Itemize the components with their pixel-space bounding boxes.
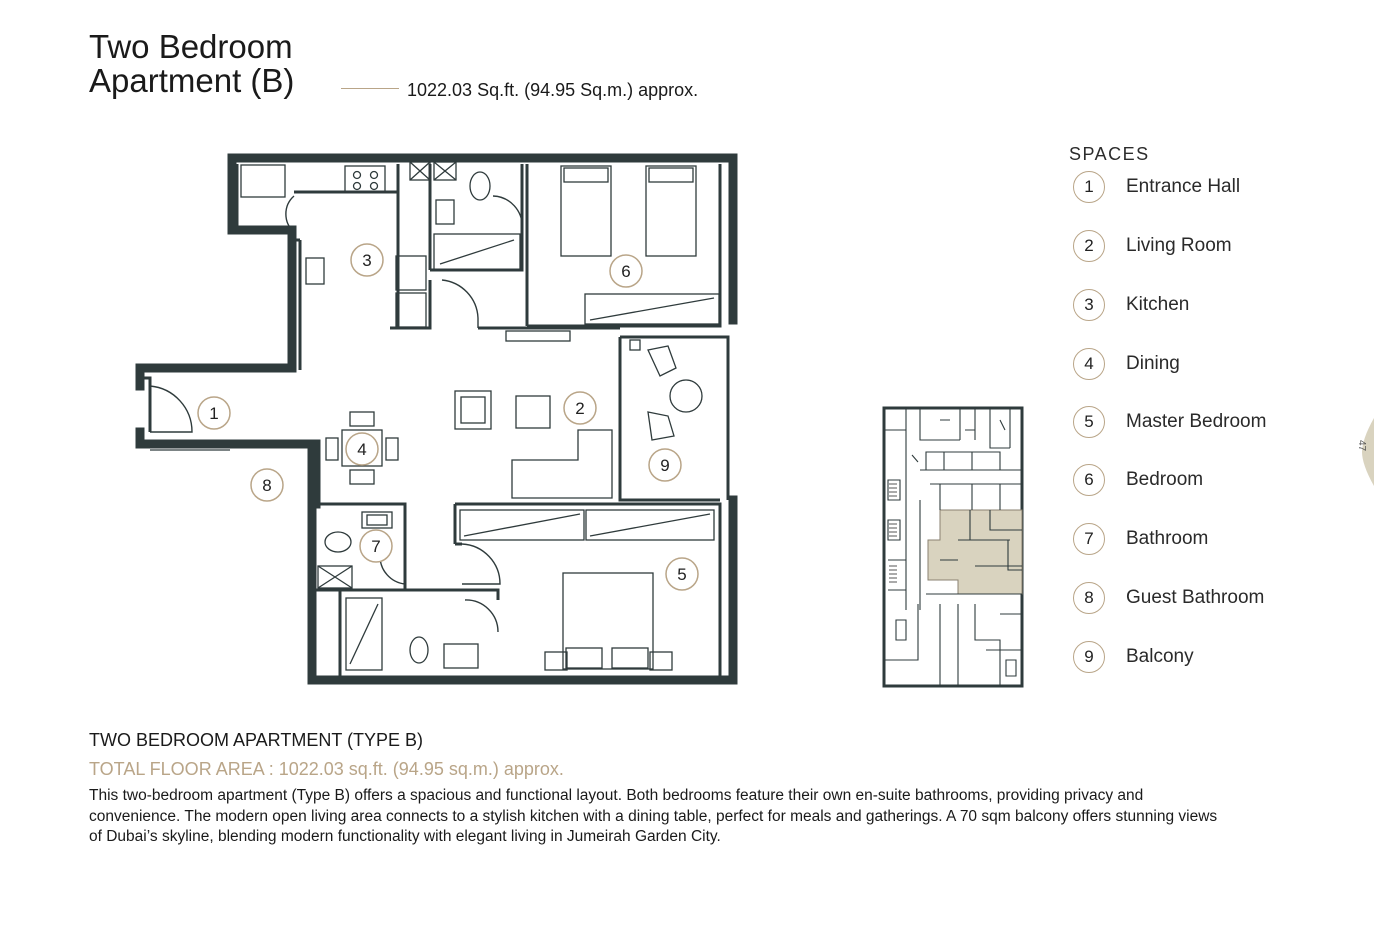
space-label: Bedroom bbox=[1126, 469, 1204, 490]
title-line-1: Two Bedroom bbox=[89, 28, 293, 65]
total-floor-area: TOTAL FLOOR AREA : 1022.03 sq.ft. (94.95 sq.m.) approx. bbox=[89, 759, 564, 779]
space-label: Balcony bbox=[1126, 646, 1194, 667]
apartment-type-heading: TWO BEDROOM APARTMENT (TYPE B) bbox=[89, 730, 424, 750]
space-item-master-bedroom bbox=[1073, 404, 1266, 440]
space-label: Kitchen bbox=[1126, 294, 1190, 315]
space-item-kitchen bbox=[1073, 287, 1189, 323]
page-number: 47 bbox=[1356, 439, 1368, 452]
svg-text:1: 1 bbox=[209, 404, 219, 423]
space-item-guest-bathroom bbox=[1073, 580, 1264, 616]
area-summary: 1022.03 Sq.ft. (94.95 Sq.m.) approx. bbox=[407, 80, 699, 100]
space-number: 3 bbox=[1073, 289, 1105, 321]
space-label: Entrance Hall bbox=[1126, 176, 1241, 197]
apartment-description: This two-bedroom apartment (Type B) offers a spacious and functional layout. Both bedrooms feature their own en-suite bathrooms, providing privacy and convenience. The modern open living area connects to a stylish kitchen with a dining table, perfect for meals and gatherings. A 70 sqm balcony offers stunning views of Dubai’s skyline, blending modern functionality with elegant living in Jumeirah Garden City. bbox=[89, 787, 1218, 845]
room-marker-7 bbox=[360, 530, 392, 562]
svg-text:9: 9 bbox=[660, 456, 670, 475]
room-markers bbox=[198, 244, 698, 590]
room-marker-6 bbox=[610, 255, 642, 287]
space-number: 8 bbox=[1073, 582, 1105, 614]
space-item-entrance-hall bbox=[1073, 169, 1240, 205]
room-marker-5 bbox=[666, 558, 698, 590]
key-plan bbox=[884, 408, 1022, 686]
space-label: Dining bbox=[1126, 353, 1180, 374]
spaces-heading: SPACES bbox=[1069, 144, 1150, 164]
room-marker-8 bbox=[251, 469, 283, 501]
room-marker-9 bbox=[649, 449, 681, 481]
plan-furniture bbox=[150, 162, 736, 670]
space-number: 1 bbox=[1073, 171, 1105, 203]
room-marker-3 bbox=[351, 244, 383, 276]
svg-text:5: 5 bbox=[677, 565, 687, 584]
space-item-bedroom bbox=[1073, 462, 1203, 498]
space-label: Living Room bbox=[1126, 235, 1232, 256]
room-marker-2 bbox=[564, 392, 596, 424]
space-number: 7 bbox=[1073, 523, 1105, 555]
space-number: 4 bbox=[1073, 348, 1105, 380]
space-number: 5 bbox=[1073, 406, 1105, 438]
room-marker-4 bbox=[346, 433, 378, 465]
svg-text:7: 7 bbox=[371, 537, 381, 556]
space-number: 6 bbox=[1073, 464, 1105, 496]
space-item-dining bbox=[1073, 346, 1180, 382]
svg-text:6: 6 bbox=[621, 262, 631, 281]
room-marker-1 bbox=[198, 397, 230, 429]
space-item-living-room bbox=[1073, 228, 1232, 264]
space-item-bathroom bbox=[1073, 521, 1208, 557]
space-number: 2 bbox=[1073, 230, 1105, 262]
space-label: Guest Bathroom bbox=[1126, 587, 1265, 608]
space-label: Master Bedroom bbox=[1126, 411, 1267, 432]
title-line-2: Apartment (B) bbox=[89, 62, 295, 99]
space-number: 9 bbox=[1073, 641, 1105, 673]
svg-text:4: 4 bbox=[357, 440, 367, 459]
space-label: Bathroom bbox=[1126, 528, 1209, 549]
svg-text:8: 8 bbox=[262, 476, 272, 495]
space-item-balcony bbox=[1073, 639, 1194, 675]
svg-text:3: 3 bbox=[362, 251, 372, 270]
page-edge-ornament bbox=[1360, 418, 1374, 486]
svg-text:2: 2 bbox=[575, 399, 585, 418]
